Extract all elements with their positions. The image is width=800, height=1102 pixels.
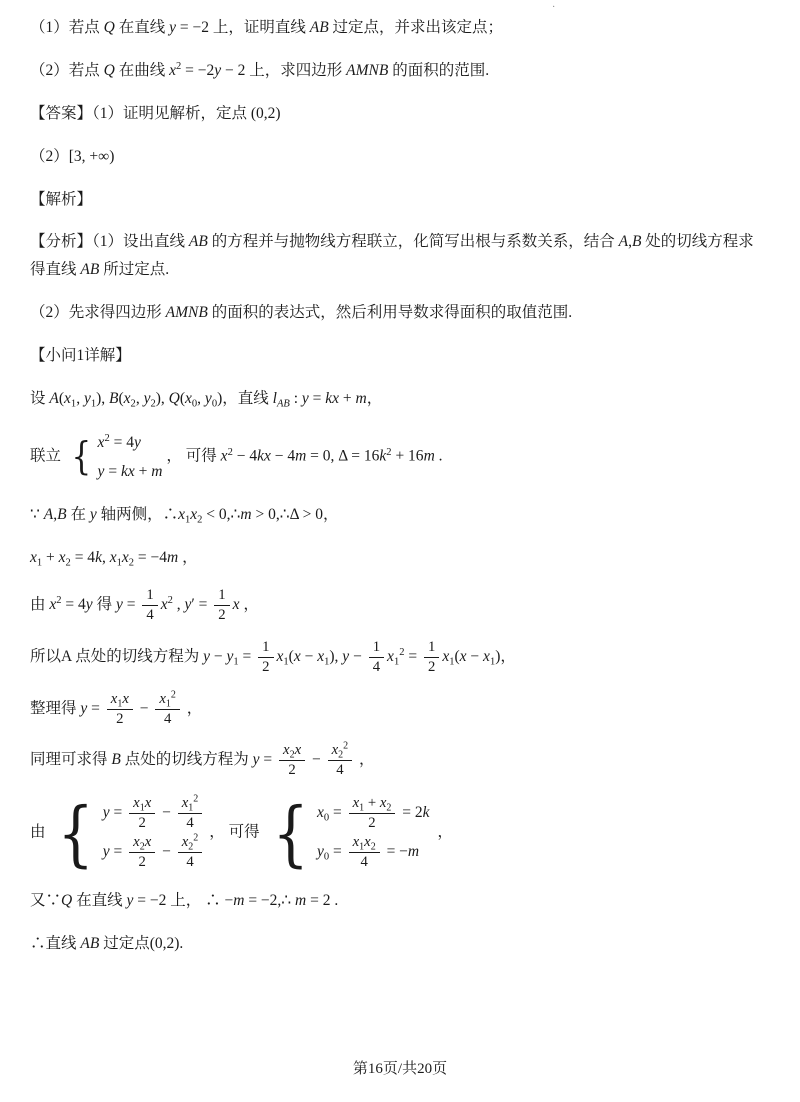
answer-part1: 【答案】（1）证明见解析，定点 (0,2): [30, 104, 281, 122]
line-setup: 设 $A(x_1$, $y_1$), $B(x_2$, $y_2$), $Q(x_0$, $y_0$)，直线 $l_{AB}$ : y = kx + m，: [30, 390, 383, 410]
line-conclusion: ∴直线 AB 过定点(0,2).: [30, 934, 184, 952]
line-simplified: 整理得 y = $\frac{x_1x}{2}$ − $\frac{x_1^2}{4}$ ，: [30, 689, 203, 727]
problem-q2: （2）若点 Q 在曲线 $x^2 = -2y - 2$ 上，求四边形 AMNB 的面积的范围.: [30, 61, 490, 79]
line-system-combine: 联立 { $x^2 = 4y$ y = kx + m ， 可得 $x^2 - 4kx - 4m = 0$, $\Delta = 16k^2 + 16m$ .: [30, 433, 443, 481]
line-tangent-b: 同理可求得 B 点处的切线方程为 y = $\frac{x_2x}{2}$ − $\frac{x_2^2}{4}$ ，: [30, 740, 375, 779]
page-footer: 第16页/共20页: [352, 1061, 448, 1077]
line-sign-analysis: ∵ A,B 在 y 轴两侧，$\therefore x_1x_2$ < 0,∴m > 0,∴Δ > 0，: [30, 506, 339, 526]
analysis-part1: 【分析】（1）设出直线 AB 的方程并与抛物线方程联立，化简写出根与系数关系，结合 A,B 处的切线方程求得直线 AB 所过定点.: [30, 233, 754, 279]
analysis-part2: （2）先求得四边形 AMNB 的面积的表达式，然后利用导数求得面积的取值范围.: [30, 304, 573, 322]
line-system-solve: 由 { y = $\frac{x_1x}{2}$ − $\frac{x_1^2}{4}$ y = $\frac{x_2x}{2}$ − $\frac{x_2^2}{4}$ ， 可得 { $x_0$ = $\frac{x_1 + x_2}{2}$ = 2k $y_0$ = $\frac{x_1x_2}{4}$ = −m ，: [30, 791, 453, 875]
line-q-on-line: 又∵Q 在直线 y = −2 上， ∴ −m = −2,∴ m = 2 .: [30, 892, 339, 909]
stray-mark: ·: [552, 2, 556, 13]
analysis-label: 【解析】: [30, 190, 93, 208]
subquestion1-header: 【小问1详解】: [30, 347, 131, 365]
line-tangent-a: 所以A 点处的切线方程为 $y - y_1$ = $\frac{1}{2}$ $x_1(x - x_1)$, y − $\frac{1}{4}$ $x_1^2$ = $\frac{1}{2}$ $x_1(x - x_1)$，: [30, 638, 516, 675]
line-derivative: 由 $x^2 = 4y$ 得 y = $\frac{1}{4}$ $x^2$ , y′ = $\frac{1}{2}$ x ，: [30, 586, 259, 623]
problem-q1: （1）若点 Q 在直线 y = −2 上，证明直线 AB 过定点，并求出该定点；: [30, 19, 504, 36]
line-vieta: $x_1 + x_2 = 4k$, $x_1x_2 = -4m$ ，: [30, 549, 198, 569]
answer-part2: （2）[3, +∞): [30, 147, 115, 165]
